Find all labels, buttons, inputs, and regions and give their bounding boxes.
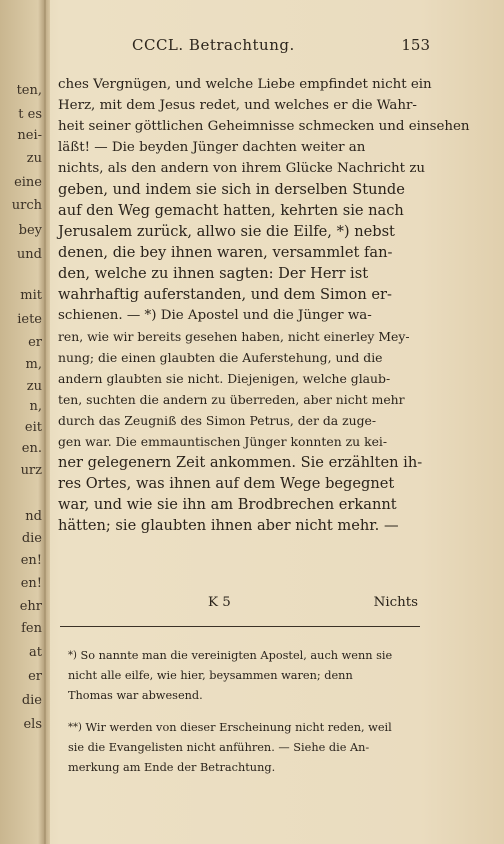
margin-fragment: mit <box>20 288 42 303</box>
text-line: auf den Weg gemacht hatten, kehrten sie nach <box>58 202 404 219</box>
margin-fragment: und <box>16 247 42 262</box>
previous-page-margin <box>0 0 50 844</box>
margin-fragment: m, <box>25 357 42 372</box>
text-line: den, welche zu ihnen sagten: Der Herr ist <box>58 265 369 282</box>
margin-fragment: eine <box>14 175 42 190</box>
text-line: Herz, mit dem Jesus redet, und welches er die Wahr- <box>58 98 417 113</box>
margin-fragment: en! <box>20 553 42 568</box>
signature-mark: K 5 <box>208 595 231 610</box>
footnote-line: nicht alle eilfe, wie hier, beysammen waren; denn <box>68 669 353 682</box>
text-line: läßt! — Die beyden Jünger dachten weiter an <box>58 140 366 155</box>
text-line: wahrhaftig auferstanden, und dem Simon er- <box>58 286 392 303</box>
margin-fragment: zu <box>26 151 42 166</box>
footnote-line: Thomas war abwesend. <box>68 689 203 702</box>
footnotes <box>68 646 420 778</box>
page-number: 153 <box>401 36 430 54</box>
text-line: nichts, als den andern von ihrem Glücke Nachricht zu <box>58 161 425 176</box>
text-line: war, und wie sie ihn am Brodbrechen erkannt <box>58 496 397 513</box>
margin-fragment: er <box>28 669 42 684</box>
footnote-line <box>68 646 420 666</box>
text-line: schienen. — *) Die Apostel und die Jünger wa- <box>58 308 372 323</box>
footnote-line: merkung am Ende der Betrachtung. <box>68 761 276 774</box>
text-line: gen war. Die emmauntischen Jünger konnten zu kei- <box>58 434 388 449</box>
margin-fragment: urz <box>20 463 42 478</box>
margin-fragment: zu <box>26 379 42 394</box>
footnote-text: So nannte man die vereinigten Apostel, auch wenn sie <box>80 649 393 662</box>
margin-fragment: ten, <box>16 83 42 98</box>
margin-fragment: fen <box>21 621 42 636</box>
margin-fragment: die <box>21 531 42 546</box>
margin-fragment: iete <box>17 312 42 327</box>
text-line: heit seiner göttlichen Geheimnisse schmecken und einsehen <box>58 119 470 134</box>
text-line: nung; die einen glaubten die Auferstehung, und die <box>58 350 383 365</box>
footnote-marker: *) <box>68 650 77 661</box>
text-line: andern glaubten sie nicht. Diejenigen, welche glaub- <box>58 371 391 386</box>
margin-fragment: bey <box>18 223 42 238</box>
margin-fragment: er <box>28 335 42 350</box>
margin-fragment: nd <box>25 509 42 524</box>
text-line: ten, suchten die andern zu überreden, aber nicht mehr <box>58 392 405 407</box>
text-line: Jerusalem zurück, allwo sie die Eilfe, *) nebst <box>58 223 395 240</box>
margin-fragment: en. <box>21 441 42 456</box>
footnote-rule <box>60 626 420 627</box>
margin-fragment: n, <box>29 399 42 414</box>
text-line: ches Vergnügen, und welche Liebe empfindet nicht ein <box>58 77 432 92</box>
margin-fragment: els <box>23 717 42 732</box>
margin-fragment: nei- <box>17 128 42 143</box>
footnote-text: Wir werden von dieser Erscheinung nicht reden, weil <box>85 721 392 734</box>
footnote-line: sie die Evangelisten nicht anführen. — Siehe die An- <box>68 741 370 754</box>
text-line: denen, die bey ihnen waren, versammlet fan- <box>58 244 393 261</box>
margin-fragment: at <box>29 645 42 660</box>
margin-fragment: t es <box>18 107 42 122</box>
binding-fold <box>44 0 46 844</box>
page-header <box>100 36 430 58</box>
margin-fragment: ehr <box>19 599 42 614</box>
footnote-line <box>68 718 420 738</box>
catch-line <box>58 595 418 615</box>
text-line: geben, und indem sie sich in derselben Stunde <box>58 181 405 198</box>
text-line: ren, wie wir bereits gesehen haben, nicht einerley Mey- <box>58 329 410 344</box>
text-line: res Ortes, was ihnen auf dem Wege begegnet <box>58 475 395 492</box>
text-line: durch das Zeugniß des Simon Petrus, der da zuge- <box>58 413 377 428</box>
text-line: hätten; sie glaubten ihnen aber nicht mehr. — <box>58 517 399 534</box>
margin-fragment: eit <box>24 420 42 435</box>
footnote-marker: **) <box>68 722 82 733</box>
running-head: CCCL. Betrachtung. <box>132 36 295 54</box>
text-line: ner gelegenern Zeit ankommen. Sie erzählten ih- <box>58 454 423 471</box>
margin-fragment: die <box>21 693 42 708</box>
catchword: Nichts <box>373 595 418 610</box>
margin-fragment: urch <box>11 198 42 213</box>
main-text <box>58 74 470 536</box>
margin-fragment: en! <box>20 576 42 591</box>
